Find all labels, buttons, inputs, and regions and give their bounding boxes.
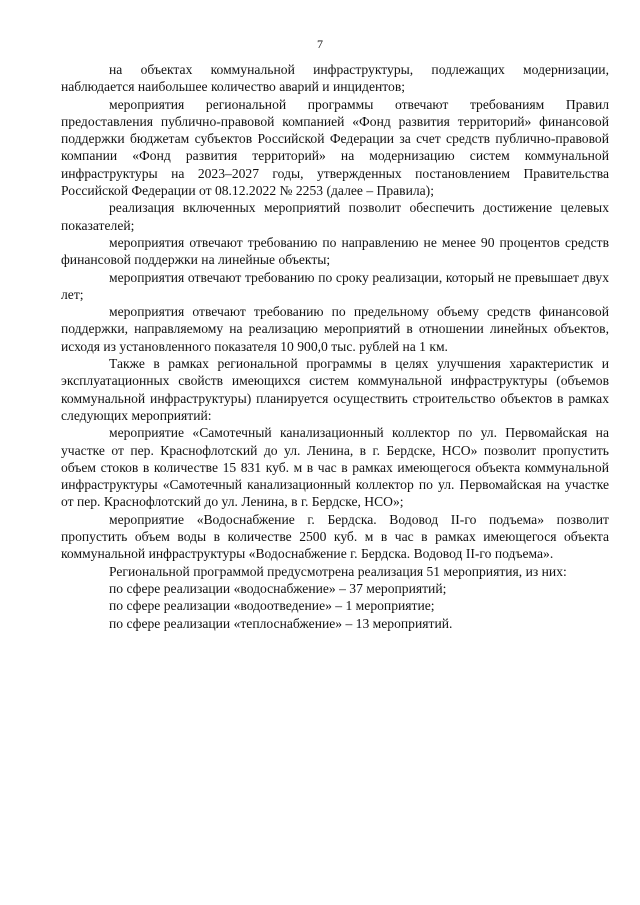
paragraph: мероприятия отвечают требованию по предельному объему средств финансовой поддержки, направляемому на реализацию мероприятий в отношении линейных объектов, исходя из установленного показателя 10 900,0 тыс. рублей на 1 км.	[61, 304, 609, 354]
paragraph: Также в рамках региональной программы в целях улучшения характеристик и эксплуатационных свойств имеющихся систем коммунальной инфраструктуры (объемов коммунальной инфраструктуры) планируется осуществить строительство объектов в рамках следующих мероприятий:	[61, 356, 609, 423]
list-item: по сфере реализации «водоснабжение» – 37 мероприятий;	[109, 580, 447, 596]
paragraph: мероприятие «Водоснабжение г. Бердска. Водовод II-го подъема» позволит пропустить объем воды в количестве 2500 куб. м в час в рамках имеющегося объекта коммунальной инфраструктуры «Водоснабжение г. Бердска. Водовод II-го подъема».	[61, 511, 609, 562]
paragraph: мероприятия отвечают требованию по направлению не менее 90 процентов средств финансовой поддержки на линейные объекты;	[61, 234, 609, 268]
paragraph: мероприятие «Самотечный канализационный коллектор по ул. Первомайская на участке от пер. Краснофлотский до ул. Ленина, в г. Бердске, НСО» позволит пропустить объем стоков в количестве 15 831 куб. м в час в рамках имеющегося объекта коммунальной инфраструктуры «Самотечный канализационный коллектор по ул. Первомайская на участке от пер. Краснофлотский до ул. Ленина, в г. Бердске, НСО»;	[61, 425, 609, 510]
list-item: по сфере реализации «теплоснабжение» – 13 мероприятий.	[109, 615, 453, 631]
list-item: по сфере реализации «водоотведение» – 1 мероприятие;	[109, 598, 435, 614]
document-body	[61, 61, 609, 632]
paragraph: на объектах коммунальной инфраструктуры, подлежащих модернизации, наблюдается наибольшее количество аварий и инцидентов;	[61, 62, 609, 95]
paragraph: реализация включенных мероприятий позволит обеспечить достижение целевых показателей;	[61, 200, 609, 233]
page-number: 7	[317, 37, 323, 51]
paragraph: Региональной программой предусмотрена реализация 51 мероприятия, из них:	[109, 563, 567, 579]
paragraph: мероприятия региональной программы отвечают требованиям Правил предоставления публично-правовой компанией «Фонд развития территорий» финансовой поддержки бюджетам субъектов Российской Федерации за счет средств публично-правовой компании «Фонд развития территорий» на модернизацию систем коммунальной инфраструктуры на 2023–2027 годы, утвержденных постановлением Правительства Российской Федерации от 08.12.2022 № 2253 (далее – Правила);	[61, 96, 609, 199]
paragraph: мероприятия отвечают требованию по сроку реализации, который не превышает двух лет;	[61, 269, 609, 302]
